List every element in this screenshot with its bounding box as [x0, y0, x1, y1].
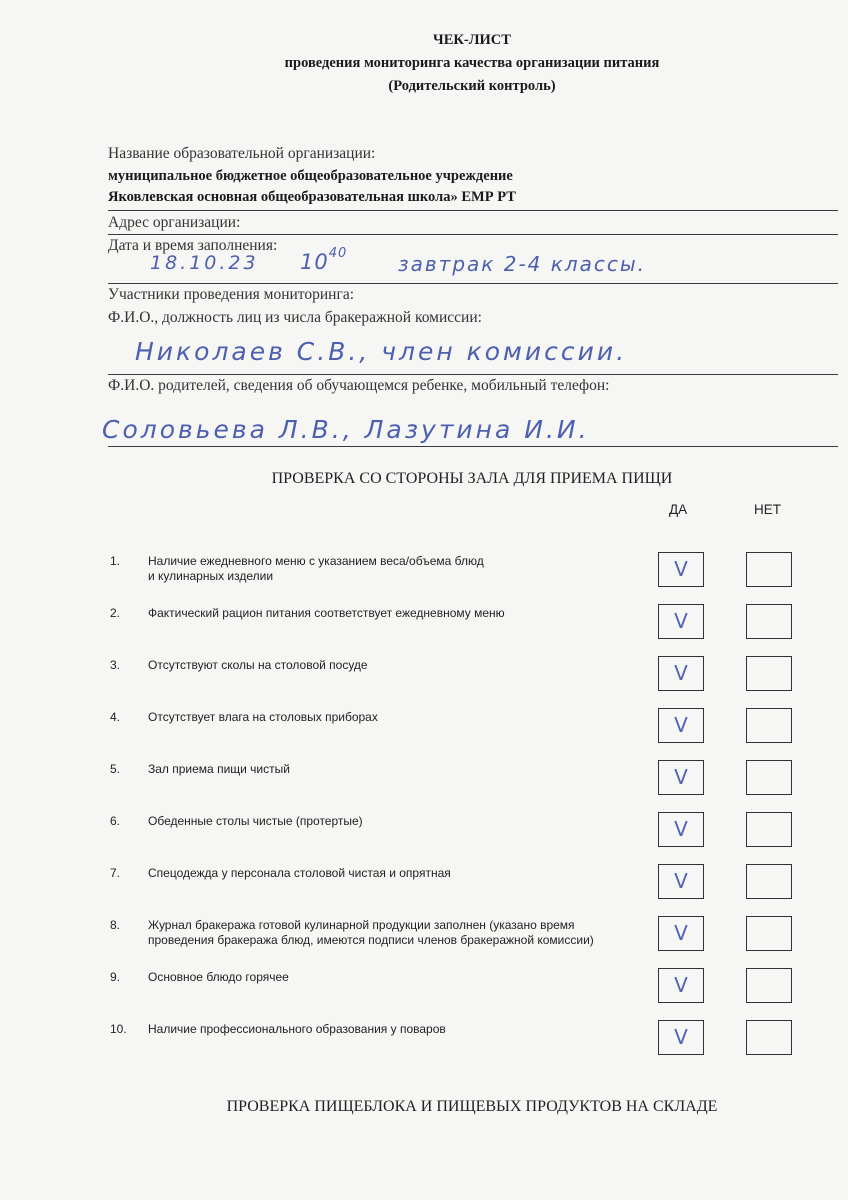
parents-label: Ф.И.О. родителей, сведения об обучающемся ребенке, мобильный телефон:	[108, 377, 610, 394]
no-checkbox[interactable]	[746, 760, 792, 795]
yes-checkbox[interactable]	[658, 708, 704, 743]
item-number: 4.	[110, 710, 121, 724]
handwritten-tick: V	[674, 557, 688, 581]
address-label: Адрес организации:	[108, 214, 241, 231]
checklist-row	[0, 968, 848, 1020]
handwritten-tick: V	[674, 973, 688, 997]
yes-checkbox[interactable]	[658, 812, 704, 847]
handwritten-parents: Соловьева Л.В., Лазутина И.И.	[102, 415, 590, 444]
no-checkbox[interactable]	[746, 916, 792, 951]
item-number: 8.	[110, 918, 121, 932]
checklist-row	[0, 552, 848, 604]
yes-checkbox[interactable]	[658, 604, 704, 639]
item-number: 2.	[110, 606, 121, 620]
divider	[108, 283, 838, 284]
handwritten-tick: V	[674, 765, 688, 789]
handwritten-tick: V	[674, 713, 688, 737]
item-text: Отсутствуют сколы на столовой посуде	[148, 658, 368, 672]
yes-checkbox[interactable]	[658, 916, 704, 951]
handwritten-time: $10^{40}$	[300, 246, 348, 274]
no-checkbox[interactable]	[746, 604, 792, 639]
doc-subtitle: проведения мониторинга качества организации питания	[284, 55, 660, 71]
yes-checkbox[interactable]	[658, 760, 704, 795]
divider	[108, 234, 838, 235]
org-name-line2: Яковлевская основная общеобразовательная школа» ЕМР РТ	[108, 189, 516, 205]
section-title-dining-hall: ПРОВЕРКА СО СТОРОНЫ ЗАЛА ДЛЯ ПРИЕМА ПИЩИ	[271, 470, 673, 487]
no-checkbox[interactable]	[746, 864, 792, 899]
column-header-no: НЕТ	[754, 502, 781, 517]
handwritten-tick: V	[674, 661, 688, 685]
checklist-row	[0, 760, 848, 812]
checklist-row	[0, 708, 848, 760]
no-checkbox[interactable]	[746, 656, 792, 691]
yes-checkbox[interactable]	[658, 1020, 704, 1055]
org-label: Название образовательной организации:	[108, 145, 376, 162]
checklist-row	[0, 812, 848, 864]
handwritten-tick: V	[674, 817, 688, 841]
item-number: 3.	[110, 658, 121, 672]
handwritten-tick: V	[674, 1025, 688, 1049]
no-checkbox[interactable]	[746, 968, 792, 1003]
item-text: Наличие профессионального образования у поваров	[148, 1022, 446, 1036]
item-text: Фактический рацион питания соответствует ежедневному меню	[148, 606, 505, 620]
handwritten-tick: V	[674, 869, 688, 893]
yes-checkbox[interactable]	[658, 656, 704, 691]
item-text: Спецодежда у персонала столовой чистая и опрятная	[148, 866, 451, 880]
doc-title: ЧЕК-ЛИСТ	[433, 32, 511, 48]
handwritten-tick: V	[674, 609, 688, 633]
datetime-label: Дата и время заполнения:	[108, 237, 278, 254]
item-number: 10.	[110, 1022, 127, 1036]
checklist-row	[0, 604, 848, 656]
item-text: Журнал бракеража готовой кулинарной продукции заполнен (указано время проведения бракеража блюд, имеются подписи членов бракеражной комиссии)	[148, 918, 594, 947]
checklist-row	[0, 864, 848, 916]
divider	[108, 210, 838, 211]
checklist-row	[0, 1020, 848, 1072]
item-text: Наличие ежедневного меню с указанием веса/объема блюд и кулинарных изделии	[148, 554, 484, 583]
divider	[108, 446, 838, 447]
yes-checkbox[interactable]	[658, 968, 704, 1003]
item-number: 5.	[110, 762, 121, 776]
section-title-kitchen-storage: ПРОВЕРКА ПИЩЕБЛОКА И ПИЩЕВЫХ ПРОДУКТОВ НА СКЛАДЕ	[226, 1098, 718, 1115]
handwritten-meal: завтрак 2-4 классы.	[398, 252, 646, 276]
participants-label: Участники проведения мониторинга:	[108, 286, 355, 303]
divider	[108, 374, 838, 375]
checklist-row	[0, 656, 848, 708]
item-number: 6.	[110, 814, 121, 828]
checklist-row	[0, 916, 848, 968]
yes-checkbox[interactable]	[658, 864, 704, 899]
item-number: 9.	[110, 970, 121, 984]
yes-checkbox[interactable]	[658, 552, 704, 587]
no-checkbox[interactable]	[746, 1020, 792, 1055]
item-text: Обеденные столы чистые (протертые)	[148, 814, 363, 828]
item-number: 7.	[110, 866, 121, 880]
org-name-line1: муниципальное бюджетное общеобразовательное учреждение	[108, 168, 513, 184]
column-header-yes: ДА	[669, 502, 688, 517]
item-text: Отсутствует влага на столовых приборах	[148, 710, 378, 724]
no-checkbox[interactable]	[746, 812, 792, 847]
handwritten-tick: V	[674, 921, 688, 945]
no-checkbox[interactable]	[746, 708, 792, 743]
item-number: 1.	[110, 554, 121, 568]
no-checkbox[interactable]	[746, 552, 792, 587]
doc-subtitle-parent-control: (Родительский контроль)	[388, 78, 556, 94]
item-text: Основное блюдо горячее	[148, 970, 289, 984]
item-text: Зал приема пищи чистый	[148, 762, 290, 776]
handwritten-date: 18.10.23	[150, 252, 259, 274]
commission-label: Ф.И.О., должность лиц из числа бракеражной комиссии:	[108, 309, 482, 326]
handwritten-commission-member: Николаев С.В., член комиссии.	[135, 337, 628, 366]
